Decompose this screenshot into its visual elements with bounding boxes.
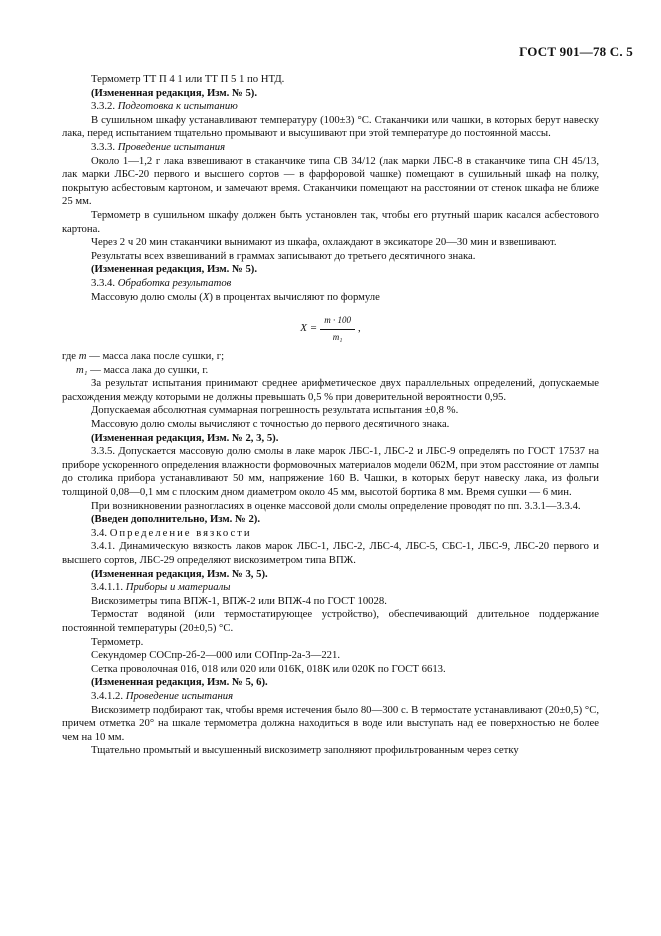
subsection-heading: 3.3.2. Подготовка к испытанию	[91, 100, 238, 113]
paragraph: Секундомер СОСпр-2б-2—000 или СОПпр-2а-3—221.	[91, 649, 341, 662]
paragraph: 3.4.1. Динамическую вязкость лаков марок ЛБС-1, ЛБС-2, ЛБС-4, ЛБС-5, СБС-1, ЛБС-9, ЛБС-20 первого и высшего сортов, ЛБС-29 определяют вискозиметром типа ВПЖ.	[62, 540, 599, 566]
paragraph: Сетка проволочная 016, 018 или 020 или 016К, 018К или 020К по ГОСТ 6613.	[91, 662, 446, 675]
amendment-note: (Измененная редакция, Изм. № 5, 6).	[91, 676, 268, 689]
paragraph: Термометр ТТ П 4 1 или ТТ П 5 1 по НТД.	[91, 73, 285, 85]
paragraph: Через 2 ч 20 мин стаканчики вынимают из шкафа, охлаждают в эксикаторе 20—30 мин и взвешивают.	[91, 236, 557, 249]
formula-denominator: m₁	[332, 331, 343, 342]
amendment-note: (Измененная редакция, Изм. № 2, 3, 5).	[91, 431, 279, 444]
paragraph: Результаты всех взвешиваний в граммах записывают до третьего десятичного знака.	[91, 249, 476, 262]
formula	[62, 310, 599, 348]
paragraph: Тщательно промытый и высушенный вискозиметр заполняют профильтрованным через сетку	[91, 744, 519, 757]
subsection-heading: 3.3.3. Проведение испытания	[91, 140, 226, 153]
paragraph: При возникновении разногласиях в оценке массовой доли смолы определение проводят по пп. 3.3.1—3.3.4.	[91, 499, 581, 512]
formula-numerator: m · 100	[320, 314, 355, 330]
amendment-note: (Введен дополнительно, Изм. № 2).	[91, 513, 261, 526]
paragraph: Вискозиметры типа ВПЖ-1, ВПЖ-2 или ВПЖ-4 по ГОСТ 10028.	[91, 594, 387, 607]
paragraph: Массовую долю смолы (X) в процентах вычисляют по формуле	[91, 290, 380, 303]
document-body	[62, 73, 599, 758]
amendment-note: (Измененная редакция, Изм. № 5).	[91, 263, 258, 276]
paragraph: Допускаемая абсолютная суммарная погрешность результата испытания ±0,8 %.	[91, 404, 459, 417]
paragraph: За результат испытания принимают среднее арифметическое двух параллельных определений, допускаемые расхождения между которыми не должны превышать 0,5 % при доверительной вероятности 0,95.	[62, 377, 599, 403]
paragraph: Около 1—1,2 г лака взвешивают в стаканчике типа СВ 34/12 (лак марки ЛБС-8 в стаканчике типа СН 45/13, лак марки ЛБС-20 первого и высшего сортов — в фарфоровой чашке) помещают в сушильный шкаф на полку, покрытую асбестовым картоном, и замечают время. Стаканчики помещают на расстоянии от стенок шкафа не ближе 25 мм.	[62, 154, 599, 208]
subsection-heading: 3.3.4. Обработка результатов	[91, 276, 232, 289]
subsection-heading: 3.4.1.1. Приборы и материалы	[91, 581, 231, 594]
amendment-note: (Измененная редакция, Изм. № 3, 5).	[91, 567, 268, 580]
paragraph: Массовую долю смолы вычисляют с точностью до первого десятичного знака.	[91, 418, 450, 431]
paragraph: Вискозиметр подбирают так, чтобы время истечения было 80—300 с. В термостате устанавливают (20±0,5) °С, причем отметка 20° на шкале термометра должна находиться в воде или выступать над ее поверхностью не более чем на 10 мм.	[62, 703, 599, 743]
paragraph: Термостат водяной (или термостатирующее устройство), обеспечивающий длительное поддержание постоянной температуры (20±0,5) °С.	[62, 608, 599, 634]
legend-line: m₁ — масса лака до сушки, г.	[76, 363, 209, 376]
page-header: ГОСТ 901—78 С. 5	[519, 44, 633, 59]
paragraph: В сушильном шкафу устанавливают температуру (100±3) °С. Стаканчики или чашки, в которых берут навеску лака, перед испытанием тщательно промывают и высушивают при этой температуре до постоянной массы.	[62, 113, 599, 140]
section-heading: 3.4. Определение вязкости	[91, 526, 252, 539]
paragraph: Термометр в сушильном шкафу должен быть установлен так, чтобы его ртутный шарик касался асбестового картона.	[62, 208, 599, 235]
subsection-heading: 3.4.1.2. Проведение испытания	[91, 689, 234, 702]
formula-fraction	[320, 314, 355, 344]
paragraph: Термометр.	[91, 635, 144, 648]
formula-tail: ,	[357, 322, 361, 335]
amendment-note: (Измененная редакция, Изм. № 5).	[91, 86, 258, 99]
formula-lhs-text: X =	[300, 322, 318, 335]
paragraph: 3.3.5. Допускается массовую долю смолы в лаке марок ЛБС-1, ЛБС-2 и ЛБС-9 определять по ГОСТ 17537 на приборе ускоренного определения влажности формовочных материалов модели 062М, при этом расстояние от лампы до столика прибора устанавливают 50 мм, напряжение 160 В. Чашки, в которых берут навеску лака, из фольги толщиной 0,08—0,1 мм с плоским дном диаметром около 45 мм, высотой бортика 8 мм. Время сушки — 6 мин.	[62, 445, 599, 499]
legend-line: где m — масса лака после сушки, г;	[62, 350, 225, 363]
